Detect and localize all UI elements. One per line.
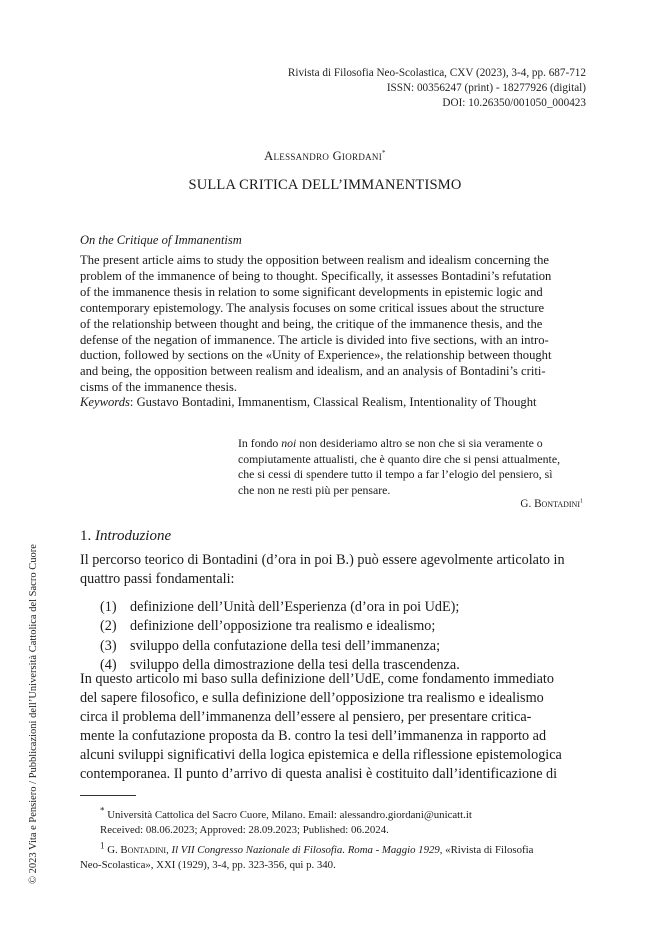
footnote-divider bbox=[80, 795, 136, 796]
list-item bbox=[100, 598, 460, 617]
abstract bbox=[80, 253, 583, 396]
keywords-list: : Gustavo Bontadini, Immanentism, Classical Realism, Intentionality of Thought bbox=[129, 395, 537, 409]
section-heading bbox=[80, 528, 171, 545]
epigraph-author bbox=[520, 498, 583, 510]
footnote-ref: 1 bbox=[580, 498, 583, 505]
doi: DOI: 10.26350/001050_000423 bbox=[442, 97, 586, 109]
footnote-author-name: G. Bontadini bbox=[104, 844, 167, 856]
paragraph bbox=[80, 551, 585, 589]
footnote-line: Neo-Scolastica», XXI (1929), 3-4, pp. 323-356, qui p. 340. bbox=[80, 858, 336, 871]
list-number: (4) bbox=[100, 656, 117, 673]
abstract-line: of the immanence thesis in relation to some significant developments in epistemic logic and bbox=[80, 284, 543, 299]
abstract-line: contemporary epistemology. The analysis focuses on some critical issues about the structure bbox=[80, 300, 545, 315]
journal-header bbox=[288, 66, 586, 111]
footnote-1 bbox=[80, 840, 585, 872]
abstract-line: of the relationship between thought and being, the critique of the immanence thesis, and the bbox=[80, 316, 543, 331]
footnote-text: Università Cattolica del Sacro Cuore, Milano. Email: alessandro.giordani@unicatt.it bbox=[104, 809, 472, 821]
paragraph-line: Il percorso teorico di Bontadini (d’ora in poi B.) può essere agevolmente articolato in bbox=[80, 552, 565, 568]
author bbox=[0, 149, 650, 164]
paragraph-line: contemporanea. Il punto d’arrivo di questa analisi è costituito dall’identificazione di bbox=[80, 766, 558, 782]
footnote-author bbox=[100, 805, 472, 837]
footnote-line bbox=[80, 840, 585, 858]
list-text: sviluppo della confutazione della tesi dell’immanenza; bbox=[130, 637, 441, 654]
list-text: definizione dell’Unità dell’Esperienza (d’ora in poi UdE); bbox=[130, 599, 460, 615]
footnote-cited-title: Il VII Congresso Nazionale di Filosofia. Roma - Maggio 1929 bbox=[171, 844, 440, 856]
keywords bbox=[80, 395, 590, 410]
paragraph-line: quattro passi fondamentali: bbox=[80, 571, 235, 587]
abstract-line: defense of the negation of immanence. The article is divided into five sections, with an intro- bbox=[80, 332, 549, 347]
epigraph-text: In fondo bbox=[238, 436, 282, 450]
article-title: SULLA CRITICA DELL’IMMANENTISMO bbox=[188, 177, 462, 193]
list-number: (1) bbox=[100, 599, 117, 615]
footnote-mark: 1 bbox=[100, 840, 105, 851]
abstract-line: duction, followed by sections on the «Unity of Experience», the relationship between thought bbox=[80, 348, 552, 363]
list-item bbox=[100, 617, 460, 636]
author-note-mark: * bbox=[382, 148, 386, 157]
epigraph bbox=[238, 436, 583, 498]
paragraph-line: circa il problema dell’immanenza dell’essere al pensiero, per presentare critica- bbox=[80, 709, 532, 725]
epigraph-line: che non ne resti più per pensare. bbox=[238, 482, 391, 497]
epigraph-line bbox=[238, 436, 583, 452]
epigraph-text: non desideriamo altro se non che si sia veramente o bbox=[296, 436, 543, 450]
epigraph-line: che si cessi di spendere tutto il tempo a far l’elogio del pensiero, sì bbox=[238, 467, 553, 482]
footnote-line: Received: 08.06.2023; Approved: 28.09.2023; Published: 06.2024. bbox=[100, 823, 389, 836]
paragraph-line: mente la confutazione proposta da B. contro la tesi dell’immanenza in rapporto ad bbox=[80, 728, 547, 744]
section-title: Introduzione bbox=[95, 528, 172, 544]
list-item bbox=[100, 637, 460, 656]
numbered-list bbox=[100, 598, 460, 675]
abstract-title: On the Critique of Immanentism bbox=[80, 233, 242, 247]
abstract-line: The present article aims to study the opposition between realism and idealism concerning the bbox=[80, 253, 549, 267]
footnote-text: , «Rivista di Filosofia bbox=[439, 844, 534, 856]
copyright-sidebar: © 2023 Vita e Pensiero / Pubblicazioni dell’Università Cattolica del Sacro Cuore bbox=[28, 544, 39, 884]
paragraph-line: alcuni sviluppi significativi della logica epistemica e della riflessione epistemologica bbox=[80, 747, 562, 763]
footnote-line bbox=[100, 805, 472, 823]
section-number: 1. bbox=[80, 528, 95, 544]
paragraph-line: In questo articolo mi baso sulla definizione dell’UdE, come fondamento immediato bbox=[80, 671, 554, 687]
abstract-line: problem of the immanence of being to thought. Specifically, it assesses Bontadini’s refutation bbox=[80, 268, 552, 283]
paragraph-line: del sapere filosofico, e sulla definizione dell’opposizione tra realismo e idealismo bbox=[80, 690, 544, 706]
epigraph-italic: noi bbox=[281, 436, 297, 450]
issn: ISSN: 00356247 (print) - 18277926 (digital) bbox=[386, 82, 586, 94]
list-text: definizione dell’opposizione tra realismo e idealismo; bbox=[130, 618, 436, 635]
keywords-label: Keywords bbox=[80, 395, 130, 409]
footnote-sep: , bbox=[166, 844, 172, 856]
list-text: sviluppo della dimostrazione della tesi della trascendenza. bbox=[130, 656, 460, 673]
epigraph-author-name: G. Bontadini bbox=[520, 498, 580, 510]
paragraph bbox=[80, 670, 585, 784]
epigraph-line: compiutamente attualisti, che è quanto dire che si pensi attualmente, bbox=[238, 451, 561, 466]
author-name: Alessandro Giordani bbox=[264, 149, 383, 163]
journal-citation: Rivista di Filosofia Neo-Scolastica, CXV (2023), 3-4, pp. 687-712 bbox=[287, 67, 586, 79]
list-number: (2) bbox=[100, 618, 117, 635]
list-number: (3) bbox=[100, 637, 117, 654]
abstract-line: cisms of the immanence thesis. bbox=[80, 380, 238, 395]
abstract-line: and being, the opposition between realism and idealism, and an analysis of Bontadini’s criti- bbox=[80, 364, 546, 379]
footnote-mark: * bbox=[100, 805, 105, 816]
